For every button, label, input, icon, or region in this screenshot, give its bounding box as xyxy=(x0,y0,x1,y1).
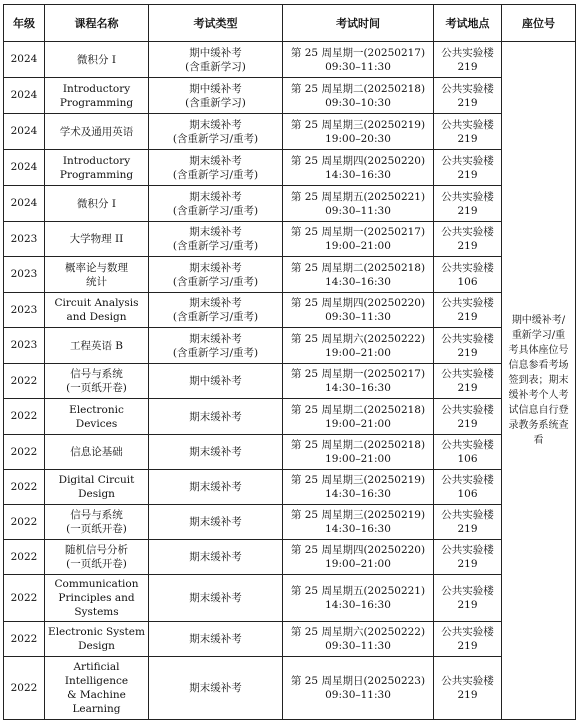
seat-note: 期中缓补考/重新学习/重考具体座位号信息参看考场签到表；期末缓补考个人考试信息自行登录教务系统查看 xyxy=(508,315,569,446)
exam-date: 第 25 周星期三(20250219) xyxy=(290,474,426,486)
table-row xyxy=(4,257,576,293)
exam-type-line: 期末缓补考 xyxy=(189,633,242,645)
table-row xyxy=(4,328,576,364)
exam-hours: 19:00–21:00 xyxy=(325,240,391,252)
course-line: Devices xyxy=(75,417,118,430)
course-line: 信息论基础 xyxy=(70,446,123,458)
exam-date: 第 25 周星期一(20250217) xyxy=(290,226,426,238)
exam-type-cell xyxy=(149,435,283,470)
location-line: 公共实验楼 xyxy=(441,509,494,521)
exam-type-cell xyxy=(149,364,283,399)
exam-date: 第 25 周星期二(20250218) xyxy=(290,439,426,451)
location-line: 219 xyxy=(457,132,478,145)
exam-hours: 09:30–11:30 xyxy=(325,204,391,217)
course-cell xyxy=(45,186,149,222)
location-line: 公共实验楼 xyxy=(441,368,494,380)
location-line: 公共实验楼 xyxy=(441,82,494,95)
year-cell: 2023 xyxy=(4,293,45,328)
exam-date: 第 25 周星期二(20250218) xyxy=(290,403,426,416)
location-line: 219 xyxy=(457,558,478,570)
year-cell: 2023 xyxy=(4,257,45,293)
course-line: (一页纸开卷) xyxy=(66,523,127,535)
year-cell: 2023 xyxy=(4,328,45,364)
course-line: 随机信号分析 xyxy=(65,544,128,556)
exam-time-cell xyxy=(283,435,434,470)
course-line: Introductory xyxy=(62,82,131,95)
location-line: 219 xyxy=(457,689,478,701)
exam-date: 第 25 周星期四(20250220) xyxy=(290,544,426,556)
exam-type-cell xyxy=(149,657,283,720)
location-line: 219 xyxy=(457,240,478,252)
exam-hours: 09:30–11:30 xyxy=(325,689,391,701)
year-cell: 2022 xyxy=(4,505,45,540)
course-line: (一页纸开卷) xyxy=(66,558,127,570)
header-exam-time: 考试时间 xyxy=(283,5,434,42)
exam-location-cell xyxy=(434,435,502,470)
exam-type-cell xyxy=(149,505,283,540)
exam-location-cell xyxy=(434,470,502,505)
course-line: 概率论与数理 xyxy=(65,261,128,274)
exam-hours: 14:30–16:30 xyxy=(325,488,391,500)
exam-type-line: 期末缓补考 xyxy=(189,682,242,694)
course-line: Programming xyxy=(59,168,134,181)
location-line: 公共实验楼 xyxy=(441,261,494,274)
exam-time-cell xyxy=(283,293,434,328)
table-row xyxy=(4,575,576,622)
year-cell: 2022 xyxy=(4,575,45,622)
location-line: 219 xyxy=(457,311,478,323)
course-line: Electronic System xyxy=(48,626,145,638)
course-line: 信号与系统 xyxy=(70,509,123,521)
exam-type-line: 期末缓补考 xyxy=(189,190,242,203)
exam-type-line: (含重新学习/重考) xyxy=(172,204,259,217)
exam-type-line: 期末缓补考 xyxy=(189,297,242,309)
exam-type-line: 期末缓补考 xyxy=(189,551,242,563)
exam-type-cell xyxy=(149,186,283,222)
exam-location-cell xyxy=(434,575,502,622)
exam-hours: 19:00–21:00 xyxy=(325,417,391,430)
seat-note-cell xyxy=(502,42,576,720)
year-cell: 2022 xyxy=(4,540,45,575)
exam-time-cell xyxy=(283,575,434,622)
exam-hours: 14:30–16:30 xyxy=(325,168,391,181)
course-line: 统计 xyxy=(86,275,107,288)
year-cell: 2024 xyxy=(4,78,45,114)
exam-schedule-page xyxy=(3,4,575,717)
header-year: 年级 xyxy=(4,5,45,42)
year-cell: 2022 xyxy=(4,364,45,399)
header-exam-location: 考试地点 xyxy=(434,5,502,42)
course-line: 工程英语 B xyxy=(69,339,124,352)
exam-type-line: (含重新学习) xyxy=(185,60,246,73)
location-line: 106 xyxy=(457,453,478,465)
exam-type-line: (含重新学习) xyxy=(185,96,246,109)
course-cell xyxy=(45,257,149,293)
exam-hours: 19:00–21:00 xyxy=(325,346,391,359)
table-row xyxy=(4,186,576,222)
location-line: 219 xyxy=(457,599,478,611)
location-line: 公共实验楼 xyxy=(441,585,494,597)
exam-type-line: (含重新学习/重考) xyxy=(172,168,259,181)
table-row xyxy=(4,150,576,186)
exam-type-cell xyxy=(149,78,283,114)
exam-hours: 14:30–16:30 xyxy=(325,275,391,288)
header-exam-type: 考试类型 xyxy=(149,5,283,42)
course-line: 微积分 I xyxy=(77,197,116,210)
exam-hours: 09:30–11:30 xyxy=(325,640,391,652)
table-row xyxy=(4,435,576,470)
exam-location-cell xyxy=(434,42,502,78)
exam-date: 第 25 周星期六(20250222) xyxy=(290,626,426,638)
course-cell xyxy=(45,42,149,78)
exam-schedule-table xyxy=(3,4,576,720)
exam-time-cell xyxy=(283,222,434,257)
exam-hours: 14:30–16:30 xyxy=(325,599,391,611)
location-line: 公共实验楼 xyxy=(441,118,494,131)
course-line: Programming xyxy=(59,96,134,109)
exam-type-line: (含重新学习/重考) xyxy=(172,311,259,323)
location-line: 公共实验楼 xyxy=(441,297,494,309)
exam-time-cell xyxy=(283,150,434,186)
exam-type-line: 期末缓补考 xyxy=(189,446,242,458)
course-line: Electronic xyxy=(69,403,124,416)
exam-date: 第 25 周星期四(20250220) xyxy=(290,297,426,309)
exam-type-cell xyxy=(149,470,283,505)
course-line: Learning xyxy=(72,703,121,715)
exam-type-line: 期末缓补考 xyxy=(189,592,242,604)
exam-type-line: 期末缓补考 xyxy=(189,226,242,238)
course-cell xyxy=(45,150,149,186)
course-line: Circuit Analysis xyxy=(54,297,139,309)
exam-location-cell xyxy=(434,622,502,657)
course-line: Digital Circuit xyxy=(58,474,135,486)
table-row xyxy=(4,470,576,505)
location-line: 公共实验楼 xyxy=(441,403,494,416)
location-line: 公共实验楼 xyxy=(441,226,494,238)
table-row xyxy=(4,399,576,435)
exam-type-line: 期中缓补考 xyxy=(189,375,242,387)
exam-type-line: (含重新学习/重考) xyxy=(172,275,259,288)
year-cell: 2024 xyxy=(4,186,45,222)
exam-type-cell xyxy=(149,540,283,575)
exam-location-cell xyxy=(434,186,502,222)
exam-location-cell xyxy=(434,540,502,575)
exam-date: 第 25 周星期五(20250221) xyxy=(290,190,426,203)
location-line: 219 xyxy=(457,346,478,359)
exam-type-line: 期末缓补考 xyxy=(189,154,242,167)
year-cell: 2023 xyxy=(4,222,45,257)
exam-location-cell xyxy=(434,293,502,328)
location-line: 公共实验楼 xyxy=(441,675,494,687)
exam-type-cell xyxy=(149,257,283,293)
location-line: 219 xyxy=(457,60,478,73)
course-cell xyxy=(45,505,149,540)
course-cell xyxy=(45,328,149,364)
year-cell: 2022 xyxy=(4,470,45,505)
location-line: 公共实验楼 xyxy=(441,626,494,638)
exam-time-cell xyxy=(283,257,434,293)
course-line: Design xyxy=(78,488,115,500)
location-line: 219 xyxy=(457,168,478,181)
exam-time-cell xyxy=(283,540,434,575)
course-cell xyxy=(45,622,149,657)
exam-time-cell xyxy=(283,470,434,505)
location-line: 公共实验楼 xyxy=(441,332,494,345)
exam-type-line: (含重新学习/重考) xyxy=(172,346,259,359)
course-line: and Design xyxy=(66,311,127,323)
course-line: Intelligence xyxy=(64,675,129,687)
exam-type-line: (含重新学习/重考) xyxy=(172,132,259,145)
location-line: 106 xyxy=(457,488,478,500)
year-cell: 2022 xyxy=(4,622,45,657)
course-line: Introductory xyxy=(62,154,131,167)
location-line: 公共实验楼 xyxy=(441,474,494,486)
exam-date: 第 25 周星期三(20250219) xyxy=(290,118,426,131)
exam-hours: 19:00–21:00 xyxy=(325,558,391,570)
exam-hours: 09:30–11:30 xyxy=(325,60,391,73)
exam-location-cell xyxy=(434,222,502,257)
exam-type-cell xyxy=(149,399,283,435)
exam-time-cell xyxy=(283,78,434,114)
exam-type-line: 期末缓补考 xyxy=(189,118,242,131)
exam-date: 第 25 周星期二(20250218) xyxy=(290,261,426,274)
course-cell xyxy=(45,399,149,435)
exam-location-cell xyxy=(434,364,502,399)
exam-location-cell xyxy=(434,114,502,150)
location-line: 公共实验楼 xyxy=(441,439,494,451)
exam-hours: 19:00–20:30 xyxy=(325,132,391,145)
table-row xyxy=(4,657,576,720)
year-cell: 2024 xyxy=(4,150,45,186)
exam-date: 第 25 周星期四(20250220) xyxy=(290,154,426,167)
exam-type-line: 期中缓补考 xyxy=(189,82,242,95)
location-line: 219 xyxy=(457,204,478,217)
exam-time-cell xyxy=(283,328,434,364)
table-row xyxy=(4,364,576,399)
location-line: 公共实验楼 xyxy=(441,544,494,556)
exam-hours: 09:30–11:30 xyxy=(325,311,391,323)
exam-time-cell xyxy=(283,657,434,720)
exam-type-line: 期末缓补考 xyxy=(189,481,242,493)
exam-time-cell xyxy=(283,505,434,540)
year-cell: 2022 xyxy=(4,435,45,470)
year-cell: 2022 xyxy=(4,657,45,720)
table-row xyxy=(4,540,576,575)
exam-type-line: 期末缓补考 xyxy=(189,261,242,274)
exam-hours: 14:30–16:30 xyxy=(325,523,391,535)
table-row xyxy=(4,42,576,78)
location-line: 219 xyxy=(457,640,478,652)
table-row xyxy=(4,222,576,257)
exam-type-line: 期末缓补考 xyxy=(189,516,242,528)
exam-type-cell xyxy=(149,328,283,364)
location-line: 219 xyxy=(457,382,478,394)
exam-type-cell xyxy=(149,575,283,622)
exam-hours: 14:30–16:30 xyxy=(325,382,391,394)
exam-type-cell xyxy=(149,622,283,657)
exam-date: 第 25 周星期日(20250223) xyxy=(290,675,426,687)
header-course: 课程名称 xyxy=(45,5,149,42)
course-cell xyxy=(45,78,149,114)
exam-location-cell xyxy=(434,150,502,186)
table-row xyxy=(4,293,576,328)
course-line: 信号与系统 xyxy=(70,368,123,380)
course-line: Design xyxy=(78,640,115,652)
course-cell xyxy=(45,222,149,257)
exam-type-cell xyxy=(149,293,283,328)
exam-type-line: 期末缓补考 xyxy=(189,332,242,345)
header-row xyxy=(4,5,576,42)
table-row xyxy=(4,114,576,150)
exam-location-cell xyxy=(434,78,502,114)
course-line: 大学物理 II xyxy=(69,233,124,245)
exam-time-cell xyxy=(283,186,434,222)
year-cell: 2024 xyxy=(4,114,45,150)
course-cell xyxy=(45,470,149,505)
table-row xyxy=(4,505,576,540)
exam-location-cell xyxy=(434,505,502,540)
course-line: Systems xyxy=(74,606,119,618)
location-line: 106 xyxy=(457,275,478,288)
course-cell xyxy=(45,114,149,150)
course-cell xyxy=(45,435,149,470)
exam-date: 第 25 周星期一(20250217) xyxy=(290,368,426,380)
year-cell: 2024 xyxy=(4,42,45,78)
exam-time-cell xyxy=(283,399,434,435)
course-line: 学术及通用英语 xyxy=(59,125,134,138)
course-cell xyxy=(45,293,149,328)
course-line: 微积分 I xyxy=(77,53,116,66)
location-line: 219 xyxy=(457,523,478,535)
exam-hours: 19:00–21:00 xyxy=(325,453,391,465)
location-line: 公共实验楼 xyxy=(441,154,494,167)
table-row xyxy=(4,622,576,657)
year-cell: 2022 xyxy=(4,399,45,435)
exam-location-cell xyxy=(434,657,502,720)
course-cell xyxy=(45,575,149,622)
exam-type-cell xyxy=(149,150,283,186)
exam-time-cell xyxy=(283,622,434,657)
exam-time-cell xyxy=(283,114,434,150)
exam-date: 第 25 周星期一(20250217) xyxy=(290,46,426,59)
exam-location-cell xyxy=(434,257,502,293)
exam-type-cell xyxy=(149,114,283,150)
course-line: (一页纸开卷) xyxy=(66,382,127,394)
course-cell xyxy=(45,540,149,575)
course-line: Artificial xyxy=(73,661,120,673)
location-line: 公共实验楼 xyxy=(441,190,494,203)
exam-type-cell xyxy=(149,42,283,78)
header-seat: 座位号 xyxy=(502,5,576,42)
course-line: Communication xyxy=(54,578,139,590)
exam-type-line: 期中缓补考 xyxy=(189,46,242,59)
exam-date: 第 25 周星期五(20250221) xyxy=(290,585,426,597)
exam-date: 第 25 周星期二(20250218) xyxy=(290,82,426,95)
exam-date: 第 25 周星期三(20250219) xyxy=(290,509,426,521)
exam-type-cell xyxy=(149,222,283,257)
exam-type-line: 期末缓补考 xyxy=(189,410,242,423)
location-line: 公共实验楼 xyxy=(441,46,494,59)
course-cell xyxy=(45,657,149,720)
exam-location-cell xyxy=(434,328,502,364)
exam-date: 第 25 周星期六(20250222) xyxy=(290,332,426,345)
exam-location-cell xyxy=(434,399,502,435)
exam-time-cell xyxy=(283,364,434,399)
exam-time-cell xyxy=(283,42,434,78)
course-line: Principles and xyxy=(58,592,135,604)
exam-type-line: (含重新学习/重考) xyxy=(172,240,259,252)
location-line: 219 xyxy=(457,96,478,109)
table-row xyxy=(4,78,576,114)
location-line: 219 xyxy=(457,417,478,430)
course-cell xyxy=(45,364,149,399)
course-line: & Machine xyxy=(67,689,126,701)
exam-hours: 09:30–10:30 xyxy=(325,96,391,109)
